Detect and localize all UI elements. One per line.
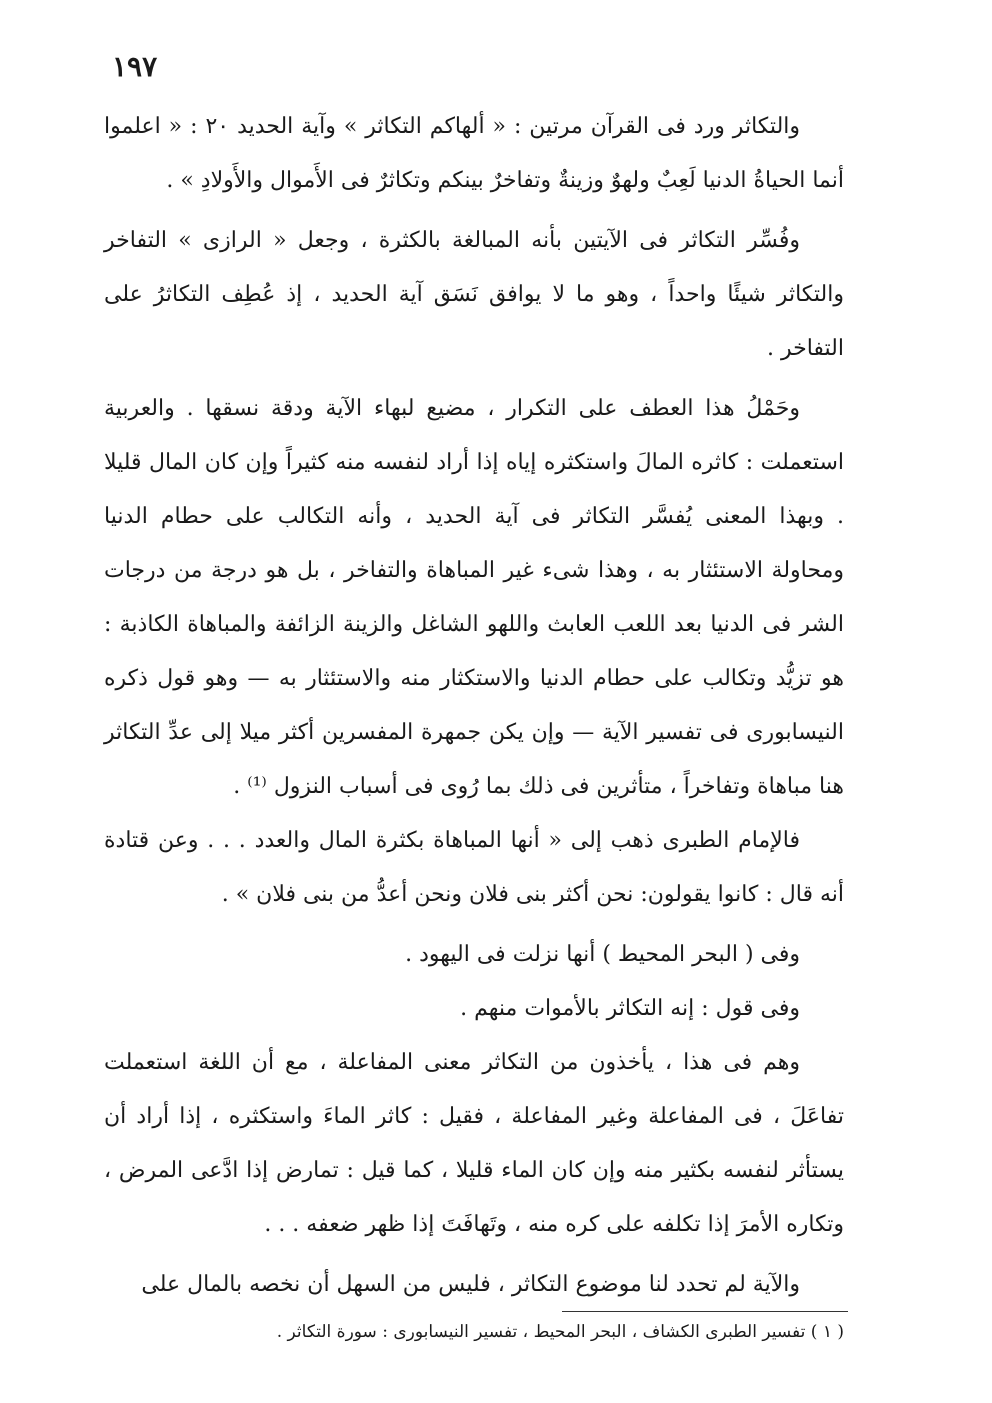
paragraph-4: فالإمام الطبرى ذهب إلى « أنها المباهاة بكثرة المال والعدد . . . وعن قتادة أنه قال : كانوا يقولون: نحن أكثر بنى فلان ونحن أعدُّ من بنى فلان » .	[104, 828, 844, 907]
footnote-separator	[562, 1311, 848, 1312]
paragraph-6: وفى قول : إنه التكاثر بالأموات منهم .	[460, 996, 800, 1021]
paragraph-7: وهم فى هذا ، يأخذون من التكاثر معنى المفاعلة ، مع أن اللغة استعملت تفاعَلَ ، فى المفاعلة وغير المفاعلة ، فقيل : كاثر الماءَ واستكثره ، إذا أراد أن يستأثر لنفسه بكثير منه وإن كان الماء قليلا ، كما قيل : تمارض إذا ادَّعى المرض ، وتكاره الأمرَ إذا تكلفه على كره منه ، وتَهافَتَ إذا ظهر ضعفه . . .	[104, 1050, 844, 1237]
paragraph-1: والتكاثر ورد فى القرآن مرتين : « ألهاكم التكاثر » وآية الحديد ٢٠ : « اعلموا أنما الحياةُ الدنيا لَعِبٌ ولهوٌ وزينةٌ وتفاخرٌ بينكم وتكاثرٌ فى الأَموال والأَولادِ » .	[104, 114, 844, 193]
paragraph-5: وفى ( البحر المحيط ) أنها نزلت فى اليهود .	[405, 942, 800, 967]
paragraph-8: والآية لم تحدد لنا موضوع التكاثر ، فليس من السهل أن نخصه بالمال على	[141, 1272, 800, 1297]
body-text	[104, 100, 844, 1312]
paragraph-3: وحَمْلُ هذا العطف على التكرار ، مضيع لبهاء الآية ودقة نسقها . والعربية استعملت : كاثره المالَ واستكثره إياه إذا أراد لنفسه منه كثيراً وإن كان المال قليلا . وبهذا المعنى يُفسَّر التكاثر فى آية الحديد ، وأنه التكالب على حطام الدنيا ومحاولة الاستئثار به ، وهذا شىء غير المباهاة والتفاخر ، بل هو درجة من درجات الشر فى الدنيا بعد اللعب العابث واللهو الشاغل والزينة الزائفة والمباهاة الكاذبة : هو تزيُّد وتكالب على حطام الدنيا والاستكثار منه والاستئثار به — وهو قول ذكره النيسابورى فى تفسير الآية — وإن يكن جمهرة المفسرين أكثر ميلا إلى عدِّ التكاثر هنا مباهاة وتفاخراً ، متأثرين فى ذلك بما رُوى فى أسباب النزول ⁽¹⁾ .	[104, 396, 844, 799]
page-number: ١٩٧	[112, 50, 158, 83]
footnote: ( ١ ) تفسير الطبرى الكشاف ، البحر المحيط ، تفسير النيسابورى : سورة التكاثر .	[276, 1322, 844, 1342]
paragraph-2: وفُسِّر التكاثر فى الآيتين بأنه المبالغة بالكثرة ، وجعل « الرازى » التفاخر والتكاثر شيئًا واحداً ، وهو ما لا يوافق نَسَق آية الحديد ، إذ عُطِف التكاثرُ على التفاخر .	[104, 228, 844, 361]
